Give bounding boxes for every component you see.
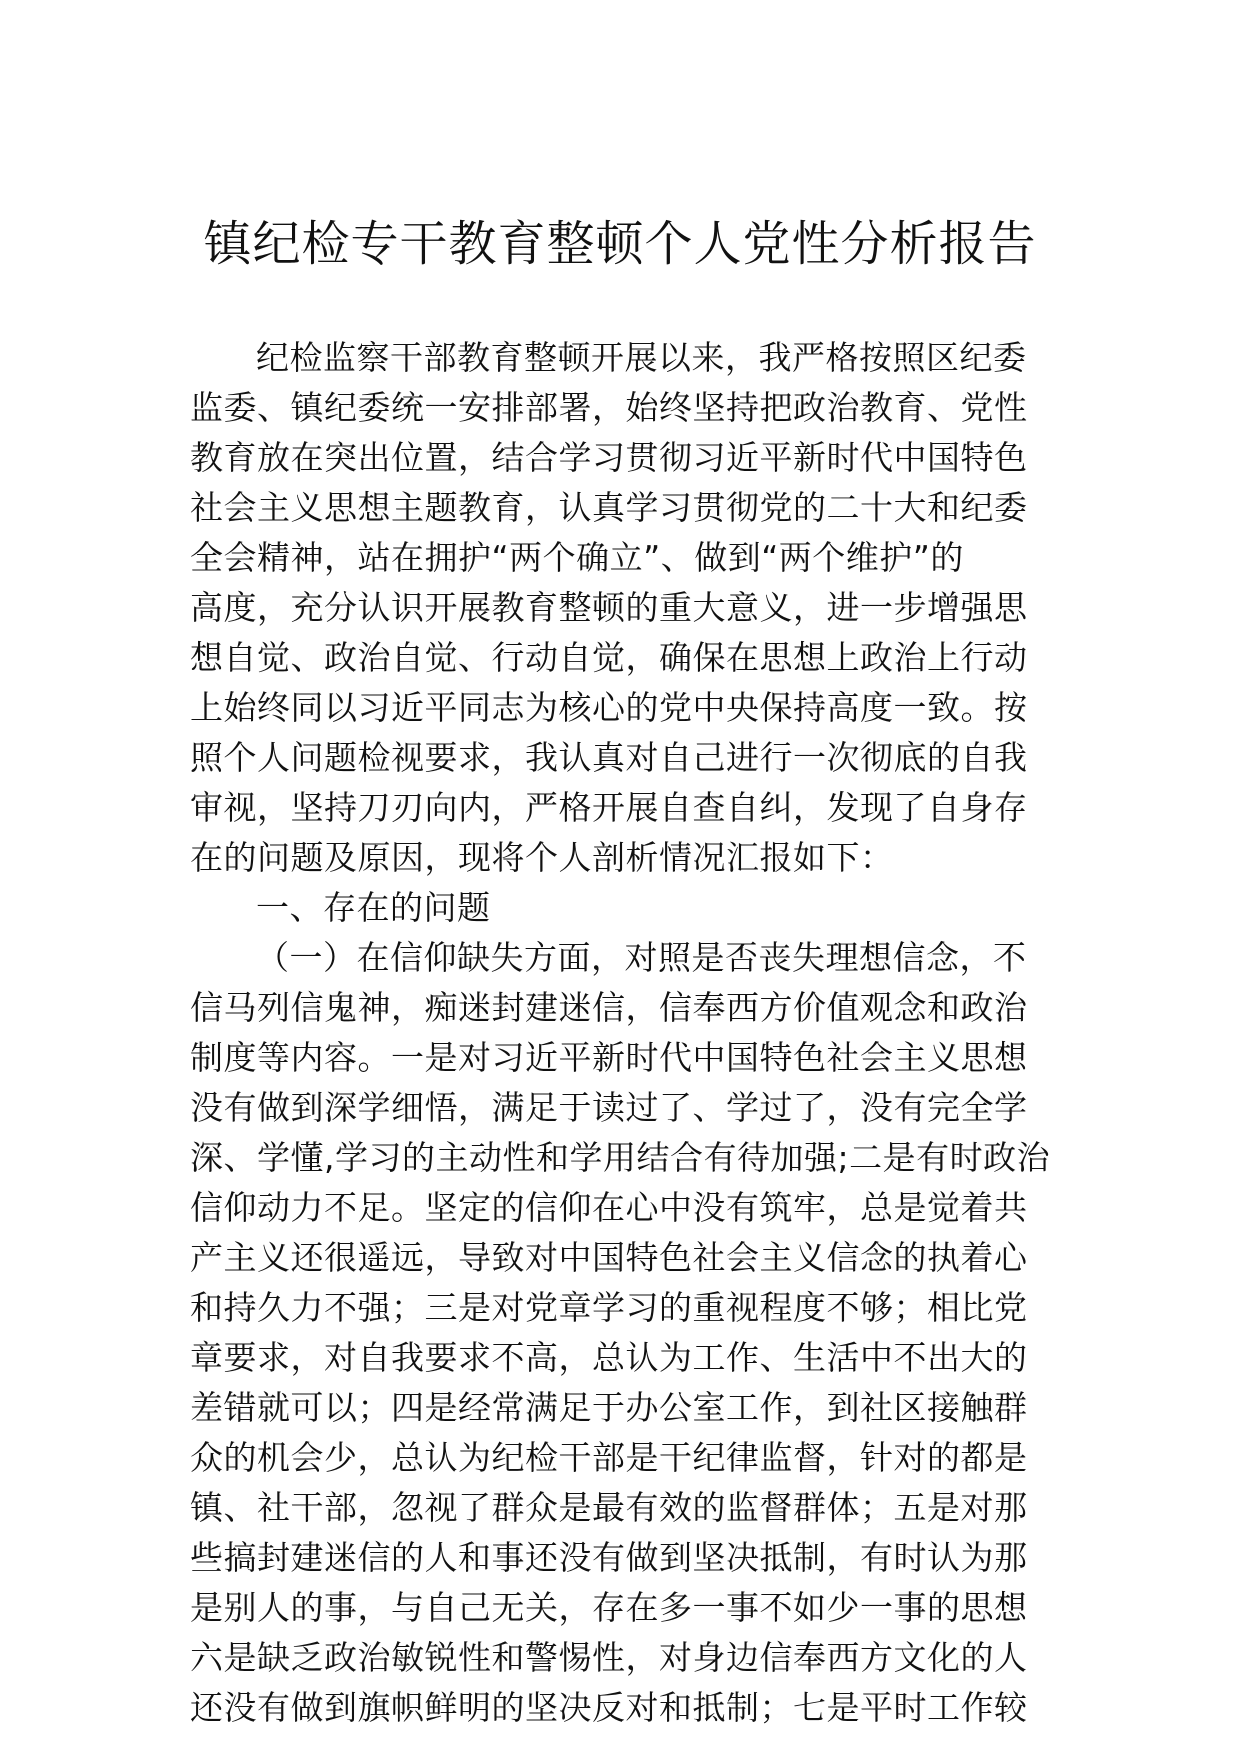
body-line: 监委、镇纪委统一安排部署，始终坚持把政治教育、党性 bbox=[190, 388, 1028, 427]
section-heading: 一、存在的问题 bbox=[256, 888, 491, 927]
body-line: 差错就可以；四是经常满足于办公室工作，到社区接触群 bbox=[190, 1388, 1028, 1427]
body-line: 六是缺乏政治敏锐性和警惕性，对身边信奉西方文化的人 bbox=[190, 1638, 1028, 1677]
body-line: 和持久力不强；三是对党章学习的重视程度不够；相比党 bbox=[190, 1288, 1028, 1327]
body-line: 深、学懂,学习的主动性和学用结合有待加强;二是有时政治 bbox=[190, 1138, 1051, 1177]
document-title: 镇纪检专干教育整顿个人党性分析报告 bbox=[203, 216, 1037, 272]
body-line: 些搞封建迷信的人和事还没有做到坚决抵制，有时认为那 bbox=[190, 1538, 1028, 1577]
body-line: 信仰动力不足。坚定的信仰在心中没有筑牢，总是觉着共 bbox=[190, 1188, 1028, 1227]
body-line: 产主义还很遥远，导致对中国特色社会主义信念的执着心 bbox=[190, 1238, 1028, 1277]
body-line: 在的问题及原因，现将个人剖析情况汇报如下： bbox=[190, 838, 894, 877]
body-line: 还没有做到旗帜鲜明的坚决反对和抵制；七是平时工作较 bbox=[190, 1688, 1028, 1727]
body-line: 社会主义思想主题教育，认真学习贯彻党的二十大和纪委 bbox=[190, 488, 1028, 527]
document-body bbox=[190, 333, 1060, 1733]
body-line: 教育放在突出位置，结合学习贯彻习近平新时代中国特色 bbox=[190, 438, 1028, 477]
body-line: 高度，充分认识开展教育整顿的重大意义，进一步增强思 bbox=[190, 588, 1028, 627]
body-line: 制度等内容。一是对习近平新时代中国特色社会主义思想 bbox=[190, 1038, 1028, 1077]
body-line: 众的机会少，总认为纪检干部是干纪律监督，针对的都是 bbox=[190, 1438, 1028, 1477]
body-line: 镇、社干部，忽视了群众是最有效的监督群体；五是对那 bbox=[190, 1488, 1028, 1527]
body-line: 照个人问题检视要求，我认真对自己进行一次彻底的自我 bbox=[190, 738, 1028, 777]
body-line: 信马列信鬼神，痴迷封建迷信，信奉西方价值观念和政治 bbox=[190, 988, 1028, 1027]
body-line: 没有做到深学细悟，满足于读过了、学过了，没有完全学 bbox=[190, 1088, 1028, 1127]
body-line: 纪检监察干部教育整顿开展以来，我严格按照区纪委 bbox=[256, 338, 1027, 377]
body-line: 审视，坚持刀刃向内，严格开展自查自纠，发现了自身存 bbox=[190, 788, 1028, 827]
body-line: 全会精神，站在拥护“两个确立”、做到“两个维护”的 bbox=[190, 538, 964, 577]
body-line: （一）在信仰缺失方面，对照是否丧失理想信念，不 bbox=[256, 938, 1027, 977]
body-line: 是别人的事，与自己无关，存在多一事不如少一事的思想 bbox=[190, 1588, 1028, 1627]
body-line: 想自觉、政治自觉、行动自觉，确保在思想上政治上行动 bbox=[190, 638, 1028, 677]
body-line: 上始终同以习近平同志为核心的党中央保持高度一致。按 bbox=[190, 688, 1028, 727]
body-line: 章要求，对自我要求不高，总认为工作、生活中不出大的 bbox=[190, 1338, 1028, 1377]
